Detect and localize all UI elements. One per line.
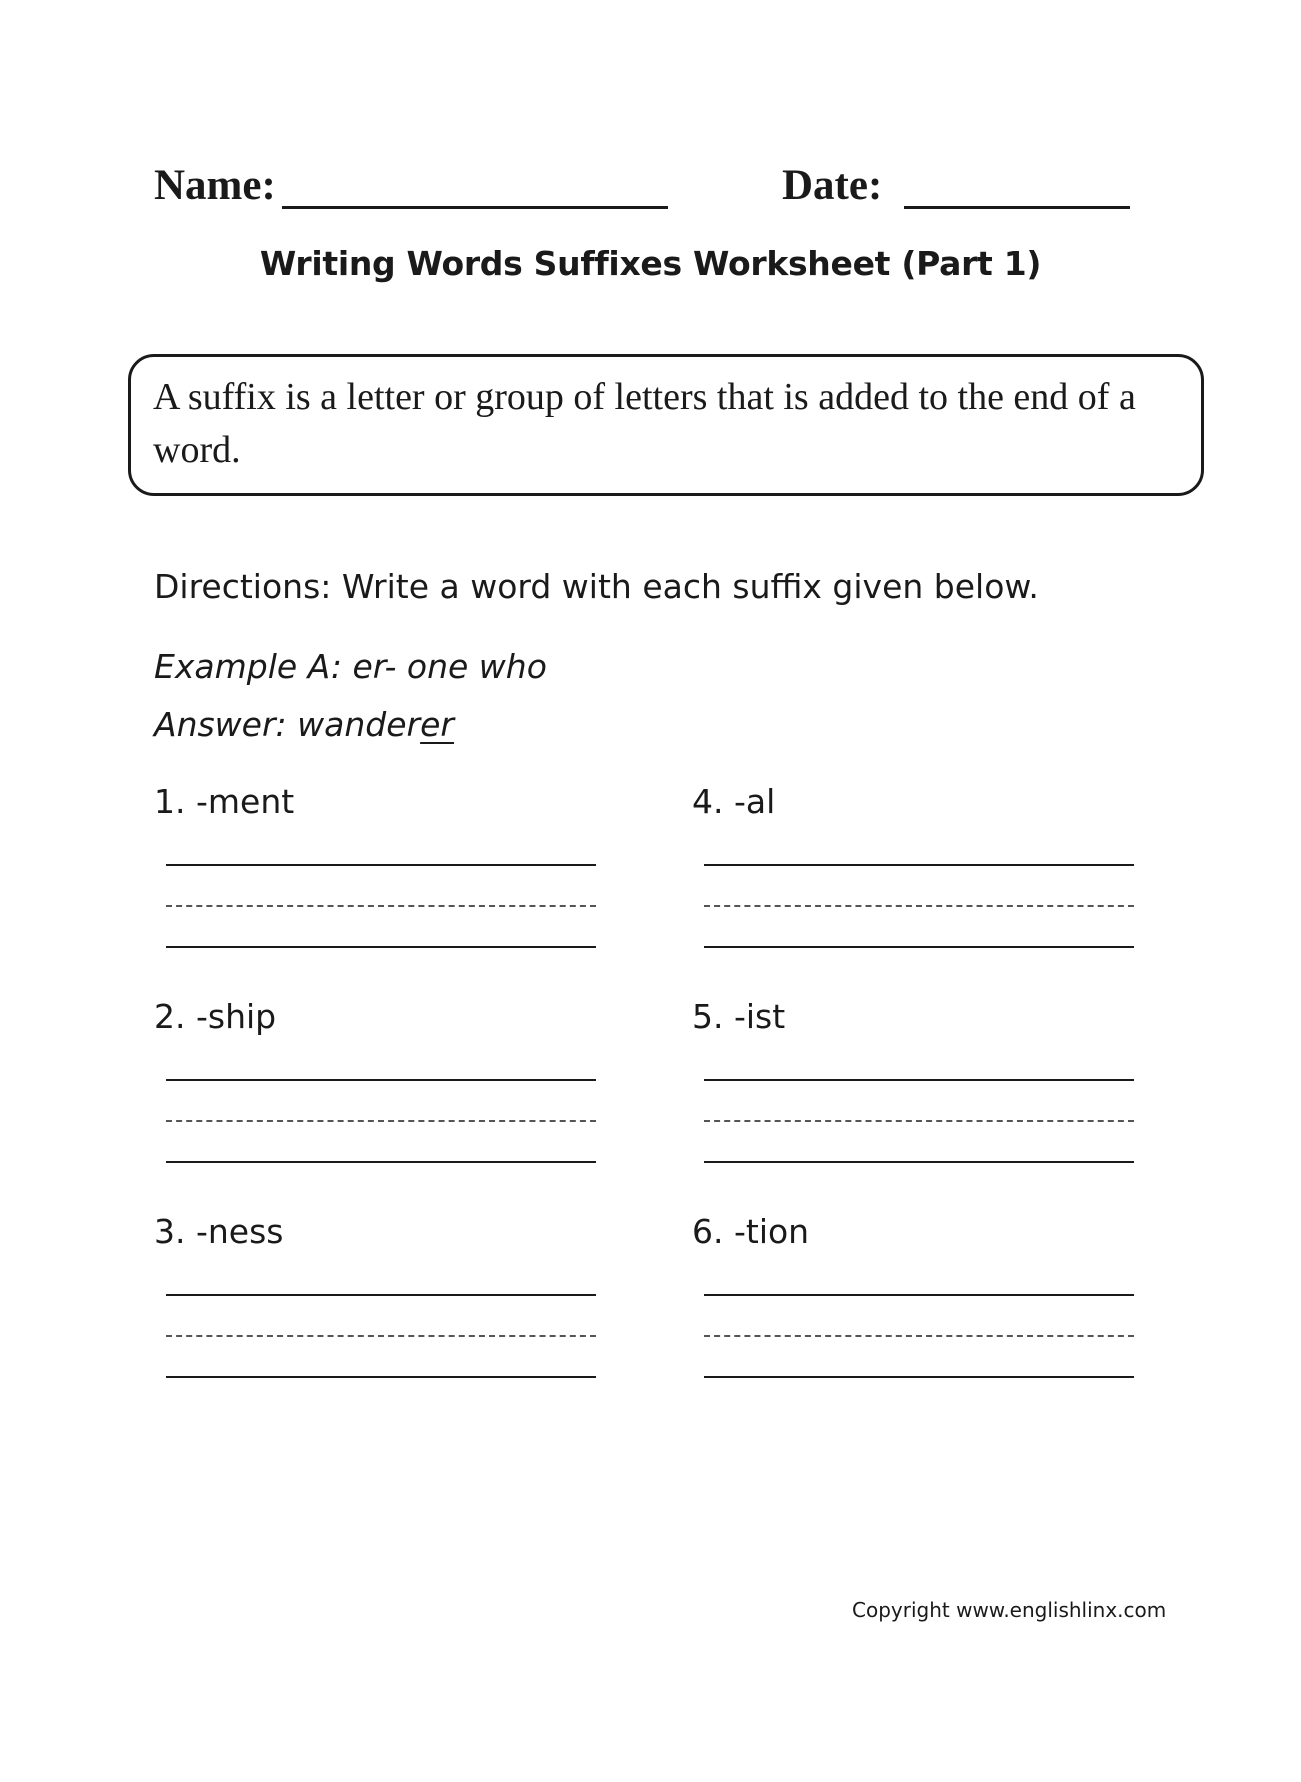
writing-line-top[interactable] <box>704 864 1134 866</box>
item-2 <box>154 995 584 1165</box>
writing-line-bottom <box>704 1376 1134 1378</box>
writing-line-middle <box>166 1335 596 1337</box>
date-field[interactable] <box>904 206 1130 209</box>
item-label: 2. -ship <box>154 997 277 1036</box>
writing-line-middle <box>166 905 596 907</box>
example-answer <box>154 703 454 747</box>
item-label: 3. -ness <box>154 1212 284 1251</box>
item-3 <box>154 1210 584 1380</box>
writing-line-bottom <box>704 946 1134 948</box>
writing-line-bottom <box>704 1161 1134 1163</box>
copyright-text: Copyright www.englishlinx.com <box>852 1598 1167 1622</box>
item-label: 5. -ist <box>692 997 786 1036</box>
definition-text: A suffix is a letter or group of letters that is added to the end of a word. <box>153 376 1136 471</box>
name-label: Name: <box>154 162 276 209</box>
writing-line-bottom <box>166 946 596 948</box>
writing-line-middle <box>704 1120 1134 1122</box>
example-line: Example A: er- one who <box>154 647 547 686</box>
name-field[interactable] <box>282 206 668 209</box>
date-label: Date: <box>782 162 883 209</box>
directions-text: Directions: Write a word with each suffix given below. <box>154 567 1039 606</box>
writing-line-top[interactable] <box>704 1294 1134 1296</box>
item-5 <box>692 995 1122 1165</box>
item-label: 4. -al <box>692 782 776 821</box>
writing-line-top[interactable] <box>166 1079 596 1081</box>
item-6 <box>692 1210 1122 1380</box>
writing-line-middle <box>704 905 1134 907</box>
writing-line-top[interactable] <box>166 1294 596 1296</box>
item-label: 1. -ment <box>154 782 295 821</box>
item-1 <box>154 780 584 950</box>
example-answer-prefix: Answer: wander <box>154 705 421 744</box>
writing-line-middle <box>704 1335 1134 1337</box>
writing-line-top[interactable] <box>704 1079 1134 1081</box>
item-4 <box>692 780 1122 950</box>
example-answer-suffix: er <box>420 705 454 744</box>
writing-line-top[interactable] <box>166 864 596 866</box>
header-row <box>154 160 1114 220</box>
item-label: 6. -tion <box>692 1212 810 1251</box>
writing-line-bottom <box>166 1161 596 1163</box>
page-title: Writing Words Suffixes Worksheet (Part 1) <box>259 244 1042 283</box>
definition-box <box>128 354 1204 496</box>
writing-line-bottom <box>166 1376 596 1378</box>
writing-line-middle <box>166 1120 596 1122</box>
